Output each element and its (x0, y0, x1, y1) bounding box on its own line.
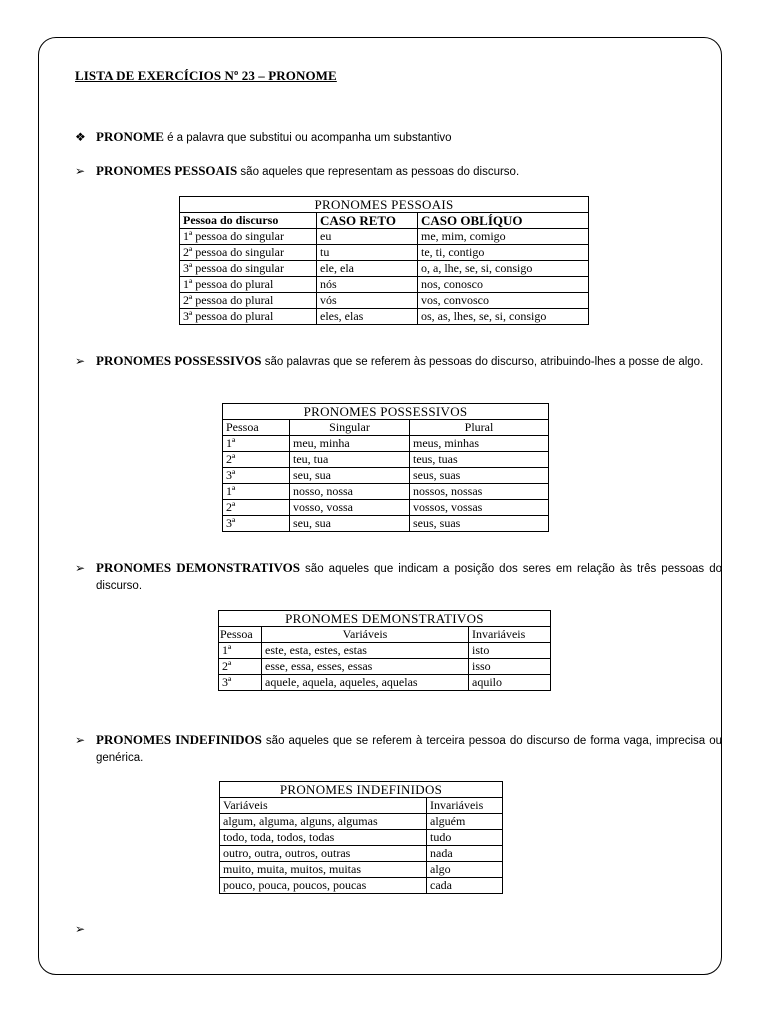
demonstrativos-paragraph (75, 560, 722, 594)
page-title: LISTA DE EXERCÍCIOS Nº 23 – PRONOME (75, 68, 337, 83)
table-row (223, 452, 549, 468)
table-cell: tu (317, 245, 418, 261)
table-cell: tudo (427, 830, 503, 846)
table-cell: vossos, vossas (410, 500, 549, 516)
table-cell: 1ª (219, 643, 262, 659)
table-cell: todo, toda, todos, todas (220, 830, 427, 846)
table-cell: 1ª (223, 436, 290, 452)
intro-term: PRONOME (96, 129, 164, 144)
table-title: PRONOMES INDEFINIDOS (220, 782, 503, 798)
table-pronomes-demonstrativos (218, 610, 551, 691)
table-cell: 2ª pessoa do plural (180, 293, 317, 309)
table-cell: este, esta, estes, estas (262, 643, 469, 659)
table-title: PRONOMES POSSESSIVOS (223, 404, 549, 420)
table-cell: 3ª (219, 675, 262, 691)
table-cell: vós (317, 293, 418, 309)
pessoais-text: são aqueles que representam as pessoas do discurso. (237, 166, 520, 178)
table-row (220, 878, 503, 894)
table-row (220, 862, 503, 878)
table-row (219, 675, 551, 691)
table-cell: o, a, lhe, se, si, consigo (418, 261, 589, 277)
table-cell: aquilo (469, 675, 551, 691)
table-cell: 1ª pessoa do singular (180, 229, 317, 245)
indefinidos-paragraph (75, 732, 722, 766)
table-pronomes-possessivos (222, 403, 549, 532)
table-cell: esse, essa, esses, essas (262, 659, 469, 675)
intro-paragraph (75, 129, 722, 146)
table-header: CASO RETO (317, 213, 418, 229)
table-header: Plural (410, 420, 549, 436)
table-cell: meu, minha (290, 436, 410, 452)
table-row (220, 814, 503, 830)
table-row (219, 643, 551, 659)
table-header: Variáveis (262, 627, 469, 643)
table-cell: seus, suas (410, 468, 549, 484)
table-title: PRONOMES PESSOAIS (180, 197, 589, 213)
table-header: Pessoa (219, 627, 262, 643)
table-cell: nós (317, 277, 418, 293)
table-row (180, 245, 589, 261)
arrow-bullet-icon: ➢ (75, 164, 86, 178)
table-cell: te, ti, contigo (418, 245, 589, 261)
demonstrativos-text: são aqueles que indicam a posição dos seres em relação às três pessoas do discurso. (96, 563, 722, 592)
table-cell: vos, convosco (418, 293, 589, 309)
possessivos-paragraph (75, 353, 722, 370)
arrow-bullet-icon: ➢ (75, 561, 86, 575)
table-row (223, 500, 549, 516)
table-row (180, 293, 589, 309)
table-cell: ele, ela (317, 261, 418, 277)
intro-text: é a palavra que substitui ou acompanha um substantivo (163, 132, 452, 144)
table-header: CASO OBLÍQUO (418, 213, 589, 229)
table-row (220, 846, 503, 862)
table-cell: seus, suas (410, 516, 549, 532)
table-row (180, 261, 589, 277)
table-row (223, 436, 549, 452)
table-cell: teu, tua (290, 452, 410, 468)
table-cell: outro, outra, outros, outras (220, 846, 427, 862)
table-cell: nada (427, 846, 503, 862)
table-row (223, 468, 549, 484)
table-cell: 2ª pessoa do singular (180, 245, 317, 261)
table-cell: nos, conosco (418, 277, 589, 293)
possessivos-term: PRONOMES POSSESSIVOS (96, 353, 262, 368)
table-header: Pessoa do discurso (180, 213, 317, 229)
table-cell: pouco, pouca, poucos, poucas (220, 878, 427, 894)
table-row (180, 277, 589, 293)
table-pronomes-indefinidos (219, 781, 503, 894)
table-row (180, 229, 589, 245)
table-cell: algo (427, 862, 503, 878)
table-cell: seu, sua (290, 468, 410, 484)
arrow-bullet-icon: ➢ (75, 922, 86, 936)
table-row (223, 484, 549, 500)
pessoais-paragraph (75, 163, 722, 180)
table-cell: eu (317, 229, 418, 245)
table-cell: 2ª (223, 452, 290, 468)
table-cell: 3ª pessoa do singular (180, 261, 317, 277)
table-cell: me, mim, comigo (418, 229, 589, 245)
table-header: Pessoa (223, 420, 290, 436)
table-cell: 3ª (223, 468, 290, 484)
arrow-bullet-icon: ➢ (75, 354, 86, 368)
table-cell: 3ª (223, 516, 290, 532)
table-cell: teus, tuas (410, 452, 549, 468)
table-row (223, 516, 549, 532)
table-cell: vosso, vossa (290, 500, 410, 516)
table-cell: 1ª pessoa do plural (180, 277, 317, 293)
arrow-bullet-icon: ➢ (75, 733, 86, 747)
table-header: Variáveis (220, 798, 427, 814)
table-title: PRONOMES DEMONSTRATIVOS (219, 611, 551, 627)
table-cell: muito, muita, muitos, muitas (220, 862, 427, 878)
table-cell: aquele, aquela, aqueles, aquelas (262, 675, 469, 691)
table-pronomes-pessoais (179, 196, 589, 325)
table-row (180, 309, 589, 325)
table-row (219, 659, 551, 675)
indefinidos-text: são aqueles que se referem à terceira pessoa do discurso de forma vaga, imprecisa ou genérica. (96, 735, 722, 764)
table-cell: os, as, lhes, se, si, consigo (418, 309, 589, 325)
table-cell: seu, sua (290, 516, 410, 532)
table-cell: 2ª (223, 500, 290, 516)
table-cell: 2ª (219, 659, 262, 675)
table-cell: eles, elas (317, 309, 418, 325)
table-cell: 3ª pessoa do plural (180, 309, 317, 325)
table-cell: nosso, nossa (290, 484, 410, 500)
table-cell: algum, alguma, alguns, algumas (220, 814, 427, 830)
demonstrativos-term: PRONOMES DEMONSTRATIVOS (96, 560, 300, 575)
table-cell: cada (427, 878, 503, 894)
table-cell: 1ª (223, 484, 290, 500)
table-cell: isso (469, 659, 551, 675)
table-cell: isto (469, 643, 551, 659)
table-header: Singular (290, 420, 410, 436)
table-header: Invariáveis (469, 627, 551, 643)
pessoais-term: PRONOMES PESSOAIS (96, 163, 238, 178)
diamond-bullet-icon: ❖ (75, 130, 86, 144)
table-cell: alguém (427, 814, 503, 830)
table-row (220, 830, 503, 846)
indefinidos-term: PRONOMES INDEFINIDOS (96, 732, 262, 747)
table-header: Invariáveis (427, 798, 503, 814)
possessivos-text: são palavras que se referem às pessoas do discurso, atribuindo-lhes a posse de algo. (261, 356, 704, 368)
table-cell: nossos, nossas (410, 484, 549, 500)
table-cell: meus, minhas (410, 436, 549, 452)
